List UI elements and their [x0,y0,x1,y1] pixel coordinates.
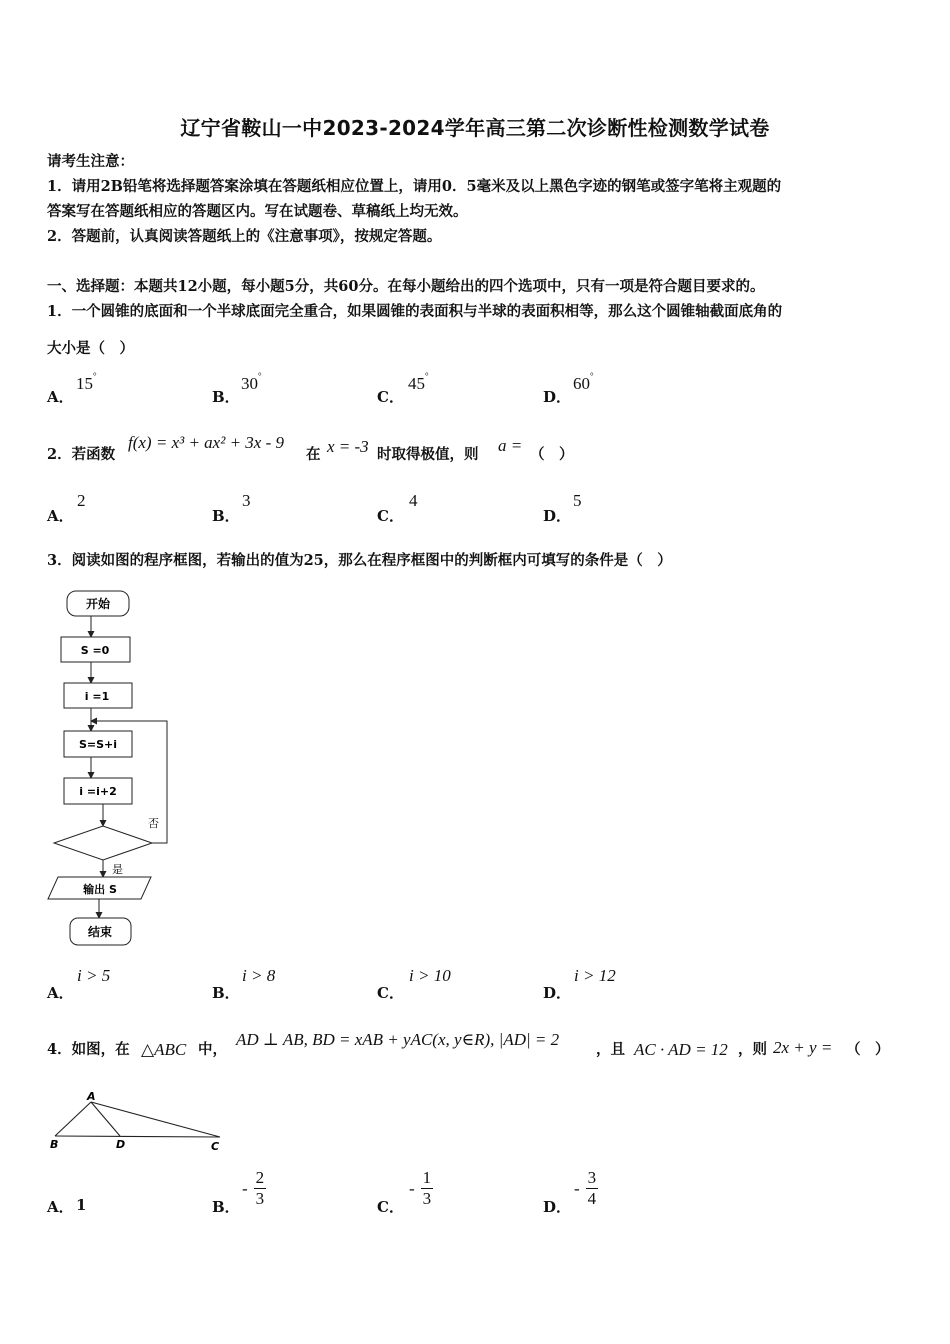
q2-option-a-label: A． [47,507,74,525]
q3-option-c-value[interactable]: i > 10 [409,966,451,985]
flow-inc-label: i =i+2 [79,785,117,798]
question-4-expression: 2x + y = [773,1038,833,1057]
flowchart [40,585,190,955]
q1-option-a-label: A． [47,388,74,406]
q1-option-d-label: D． [543,388,572,406]
question-4-zhong: 中， [198,1041,227,1058]
question-4-condition: AD ⊥ AB, BD = xAB + yAC(x, y∈R), |AD| = 2 [236,1030,560,1049]
q1-option-b-value[interactable]: 30° [241,371,262,393]
q4-option-c-label: C． [377,1198,404,1216]
q2-option-d-label: D． [543,507,572,525]
flow-end-label: 结束 [87,925,113,939]
section-heading: 一、选择题：本题共12小题，每小题5分，共60分。在每小题给出的四个选项中，只有一项是符合题目要求的。 [47,278,765,295]
question-3-text: 3．阅读如图的程序框图，若输出的值为25，那么在程序框图中的判断框内可填写的条件是（ ） [47,552,672,569]
question-4-triangle: △ABC [141,1040,187,1059]
question-4-suffix: （ ） [846,1041,890,1058]
flow-sum-label: S=S+i [78,738,118,751]
q3-option-a-label: A． [47,984,74,1002]
question-2-mid2: 时取得极值，则 [377,446,479,463]
notice-line-1b: 答案写在答题纸相应的答题区内。写在试题卷、草稿纸上均无效。 [47,203,468,220]
q3-option-a-value[interactable]: i > 5 [77,966,111,985]
q3-option-b-value[interactable]: i > 8 [242,966,276,985]
question-2-condition: x = -3 [327,437,369,456]
question-4-ze: ，则 [738,1041,767,1058]
q3-option-b-label: B． [212,984,240,1002]
question-4-condition-2: AC · AD = 12 [634,1040,728,1059]
q2-option-b-value[interactable]: 3 [242,491,251,510]
q1-option-b-label: B． [212,388,240,406]
q2-option-c-label: C． [377,507,404,525]
question-4-prefix: 4．如图，在 [47,1041,130,1058]
triangle-label-a: A [87,1090,96,1103]
triangle-label-d: D [116,1138,126,1151]
q4-option-d-value[interactable]: - $\frac{3}{4}$ [574,1168,597,1208]
q4-option-c-value[interactable]: - $\frac{1}{3}$ [409,1168,432,1208]
q4-option-d-label: D． [543,1198,572,1216]
q3-option-c-label: C． [377,984,404,1002]
q2-option-c-value[interactable]: 4 [409,491,418,510]
flow-s0-label: S =0 [80,644,110,657]
flow-output-label: 输出 S [83,883,117,896]
page-title: 辽宁省鞍山一中2023-2024学年高三第二次诊断性检测数学试卷 [180,116,770,140]
q2-option-a-value[interactable]: 2 [77,491,86,510]
question-1-line-2: 大小是（ ） [47,340,134,357]
flow-decision [54,826,152,860]
q1-option-a-value[interactable]: 15° [76,371,97,393]
question-2-mid: 在 [306,446,321,463]
question-2-prefix: 2．若函数 [47,446,116,463]
q2-option-d-value[interactable]: 5 [573,491,582,510]
q4-option-a-label: A． [47,1198,74,1216]
triangle-label-c: C [211,1140,220,1153]
q1-option-c-value[interactable]: 45° [408,371,429,393]
q2-option-b-label: B． [212,507,240,525]
flow-no-label: 否 [148,817,159,830]
question-2-var: a = [498,436,523,455]
notice-line-2: 2．答题前，认真阅读答题纸上的《注意事项》，按规定答题。 [47,228,442,245]
q1-option-c-label: C． [377,388,404,406]
q1-option-d-value[interactable]: 60° [573,371,594,393]
triangle-figure [45,1088,230,1154]
triangle-label-b: B [50,1138,59,1151]
question-1-line-1: 1．一个圆锥的底面和一个半球底面完全重合，如果圆锥的表面积与半球的表面积相等，那么这个圆锥轴截面底角的 [47,303,783,320]
flow-start-label: 开始 [85,597,111,611]
q4-option-a-value[interactable]: 1 [76,1196,87,1214]
q4-option-b-value[interactable]: - $\frac{2}{3}$ [242,1168,265,1208]
flow-i1-label: i =1 [84,690,110,703]
question-4-qie: ，且 [596,1041,625,1058]
notice-heading: 请考生注意： [47,153,134,170]
question-2-suffix: （ ） [530,446,574,463]
flow-yes-label: 是 [112,863,123,876]
question-2-function: f(x) = x³ + ax² + 3x - 9 [128,433,284,452]
q4-option-b-label: B． [212,1198,240,1216]
notice-line-1a: 1．请用2B铅笔将选择题答案涂填在答题纸相应位置上，请用0．5毫米及以上黑色字迹的钢笔或签字笔将主观题的 [47,178,782,195]
q3-option-d-label: D． [543,984,572,1002]
q3-option-d-value[interactable]: i > 12 [574,966,616,985]
